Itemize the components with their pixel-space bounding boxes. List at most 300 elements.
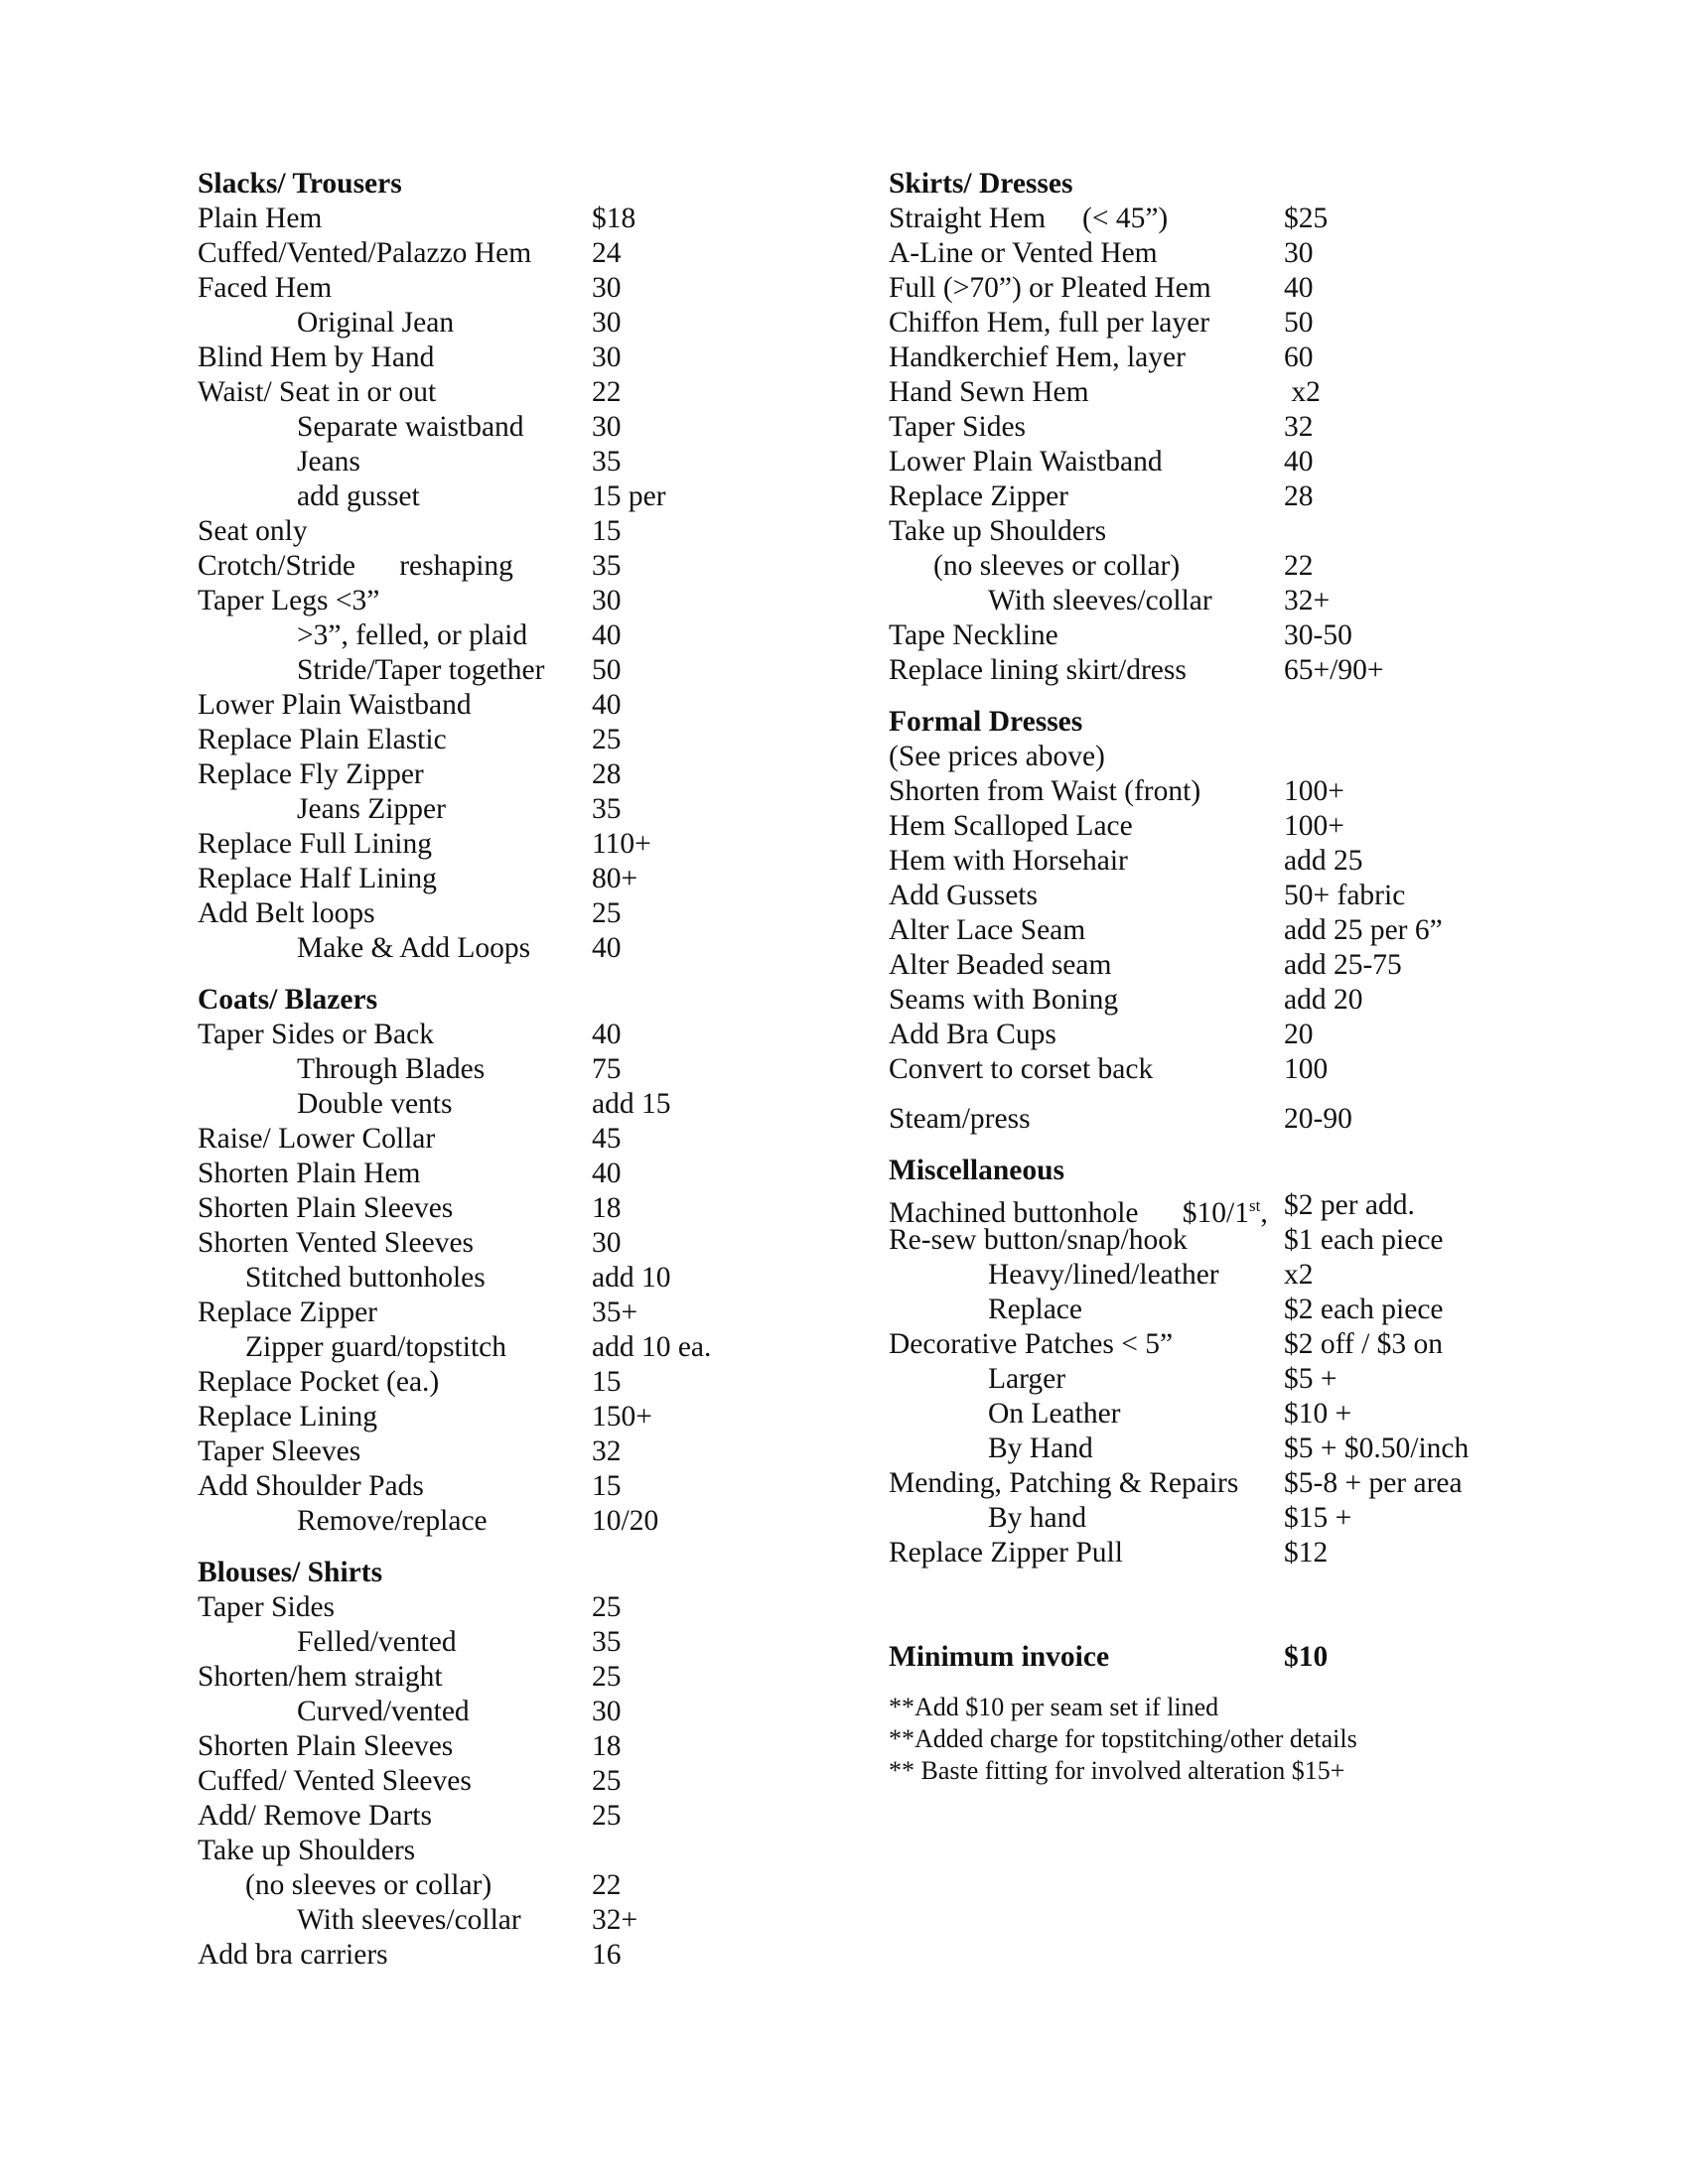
service-label-text: With sleeves/collar [297, 1904, 521, 1936]
service-label-text: (no sleeves or collar) [933, 550, 1181, 582]
service-label [198, 1695, 470, 1729]
service-price: 80+ [592, 863, 638, 894]
service-label-text: Taper Sleeves [198, 1435, 361, 1467]
service-price: 20 [1284, 1019, 1314, 1050]
price-row [889, 1362, 1357, 1397]
service-price: 25 [592, 1591, 622, 1623]
service-label [198, 1400, 377, 1434]
price-row [198, 1660, 622, 1695]
price-row [198, 271, 622, 306]
price-row [889, 1327, 1444, 1362]
price-row [889, 1102, 1357, 1137]
service-label [198, 479, 420, 514]
section-heading-miscellaneous: Miscellaneous [889, 1155, 1064, 1186]
service-label-text: Through Blades [297, 1053, 486, 1085]
service-label-text: Jeans [297, 446, 360, 478]
service-label [198, 1330, 506, 1365]
service-price: 40 [592, 1158, 622, 1189]
service-label-text: Add bra carriers [198, 1939, 388, 1971]
service-label [889, 774, 1200, 809]
service-label-text: A-Line or Vented Hem [889, 237, 1158, 269]
service-label-text: Cuffed/Vented/Palazzo Hem [198, 237, 532, 269]
service-label-text: Crotch/Stride reshaping [198, 550, 513, 582]
section-spacer [198, 966, 402, 983]
price-row [198, 445, 622, 479]
service-label [889, 514, 1106, 549]
section-heading-formal-dresses: Formal Dresses [889, 706, 1083, 738]
service-label [889, 445, 1163, 479]
service-label-text: Take up Shoulders [889, 515, 1107, 547]
service-label-text: (See prices above) [889, 741, 1105, 772]
service-label [198, 723, 447, 757]
service-price: x2 [1284, 376, 1321, 408]
price-row [198, 514, 622, 549]
service-label [198, 618, 527, 653]
service-label [889, 1432, 1093, 1466]
section-spacer [889, 1570, 1357, 1640]
service-price: 10/20 [592, 1505, 659, 1537]
service-label-text: Seams with Boning [889, 984, 1119, 1016]
price-row [889, 1293, 1444, 1327]
service-price: 40 [592, 1019, 622, 1050]
service-label-text: Shorten Plain Hem [198, 1158, 421, 1189]
section-spacer [889, 1137, 1357, 1154]
price-row [889, 445, 1357, 479]
price-row [889, 879, 1406, 913]
service-price: $10 + [1284, 1398, 1352, 1430]
service-label [889, 983, 1118, 1018]
service-price: 30-50 [1284, 619, 1352, 651]
service-label [198, 792, 446, 827]
service-label [198, 1261, 486, 1296]
service-label [198, 1191, 453, 1226]
service-price: 32 [592, 1435, 622, 1467]
price-row [889, 740, 1357, 774]
price-row [198, 1903, 638, 1938]
service-label [198, 1504, 488, 1539]
service-price: $2 off / $3 on [1284, 1328, 1444, 1360]
price-row [198, 827, 651, 862]
service-label-text: Lower Plain Waistband [198, 689, 472, 721]
service-price: 25 [592, 724, 622, 755]
price-row [889, 809, 1357, 844]
footnote: ** Baste fitting for involved alteration $15+ [889, 1756, 1345, 1785]
service-label-text: Add/ Remove Darts [198, 1800, 432, 1832]
service-price: $1 each piece [1284, 1224, 1444, 1256]
service-label-text: Cuffed/ Vented Sleeves [198, 1765, 472, 1797]
service-label-text: Replace Plain Elastic [198, 724, 447, 755]
section-heading-skirts-dresses: Skirts/ Dresses [889, 168, 1073, 200]
footnote: **Added charge for topstitching/other details [889, 1724, 1357, 1753]
service-label-text: Shorten Plain Sleeves [198, 1730, 454, 1762]
service-price: 28 [1284, 480, 1314, 512]
price-row [198, 479, 666, 514]
service-label-text: Add Shoulder Pads [198, 1470, 424, 1502]
price-row [889, 479, 1357, 514]
price-row [198, 549, 622, 584]
service-price: $12 [1284, 1537, 1329, 1569]
price-row [889, 584, 1357, 618]
service-label-text: Convert to corset back [889, 1053, 1154, 1085]
service-label-text: Replace Half Lining [198, 863, 437, 894]
price-row [889, 1188, 1415, 1229]
service-label [198, 827, 432, 862]
service-label-text: Taper Sides or Back [198, 1019, 434, 1050]
price-row [198, 1834, 416, 1868]
service-label [198, 514, 308, 549]
price-row [889, 202, 1357, 236]
service-label [198, 757, 424, 792]
section-spacer [889, 688, 1357, 705]
price-row [198, 1590, 622, 1625]
service-price: 32+ [592, 1904, 638, 1936]
service-label [198, 653, 544, 688]
price-row [889, 844, 1363, 879]
price-row [889, 306, 1357, 341]
service-label-text: Double vents [297, 1088, 453, 1120]
price-row [198, 1330, 712, 1365]
service-label [198, 1087, 453, 1122]
price-row [889, 1052, 1357, 1087]
price-row [198, 896, 622, 931]
service-label-text: Taper Sides [889, 411, 1027, 443]
service-label-text: Waist/ Seat in or out [198, 376, 437, 408]
service-price: 60 [1284, 341, 1314, 373]
price-row [198, 1695, 622, 1729]
service-price: add 15 [592, 1088, 671, 1120]
price-row [889, 1432, 1470, 1466]
service-price: 35 [592, 793, 622, 825]
footnotes [889, 1692, 1357, 1787]
service-label [889, 1293, 1082, 1327]
service-label-text: By hand [988, 1502, 1087, 1534]
service-label-text: Take up Shoulders [198, 1835, 416, 1866]
service-label-text: Shorten/hem straight [198, 1661, 443, 1693]
service-label-text: Alter Lace Seam [889, 914, 1086, 946]
service-price: add 25-75 [1284, 949, 1402, 981]
service-price: 15 [592, 515, 622, 547]
minimum-invoice-label: Minimum invoice [889, 1641, 1110, 1673]
section-spacer [889, 1087, 1357, 1102]
service-label [889, 375, 1089, 410]
service-label-text: Alter Beaded seam [889, 949, 1112, 981]
price-row [889, 410, 1357, 445]
price-row [198, 931, 622, 966]
service-label [889, 653, 1187, 688]
price-row [198, 584, 622, 618]
service-label-text: With sleeves/collar [988, 585, 1212, 616]
price-row [198, 1799, 622, 1834]
service-label-text: Shorten from Waist (front) [889, 775, 1201, 807]
service-price: $2 each piece [1284, 1294, 1444, 1325]
price-row [198, 618, 622, 653]
price-row [198, 723, 622, 757]
service-price: 100+ [1284, 775, 1344, 807]
service-label [198, 1434, 360, 1469]
service-price: 16 [592, 1939, 622, 1971]
service-label [889, 1397, 1121, 1432]
price-row [198, 1938, 622, 1973]
footnote: **Add $10 per seam set if lined [889, 1693, 1219, 1721]
service-price: $18 [592, 203, 636, 234]
service-price: 50+ fabric [1284, 880, 1406, 911]
service-price: 30 [592, 341, 622, 373]
service-price: 35 [592, 1626, 622, 1658]
service-label-text: Heavy/lined/leather [988, 1259, 1219, 1291]
service-label-text: On Leather [988, 1398, 1121, 1430]
service-price: 110+ [592, 828, 651, 860]
service-label [889, 341, 1186, 375]
service-label-text: Re-sew button/snap/hook [889, 1224, 1188, 1256]
service-label-text: Felled/vented [297, 1626, 457, 1658]
service-label-text: Replace Lining [198, 1401, 378, 1433]
service-price: 15 per [592, 480, 666, 512]
section-heading-blouses-shirts: Blouses/ Shirts [198, 1557, 383, 1588]
service-label [889, 1223, 1188, 1258]
service-label [198, 1938, 388, 1973]
service-label [889, 1258, 1219, 1293]
price-row [889, 1466, 1463, 1501]
service-label [889, 202, 1168, 236]
service-label [889, 1362, 1065, 1397]
service-label [198, 1018, 434, 1052]
price-row [198, 1226, 622, 1261]
price-row [198, 1365, 622, 1400]
price-row [889, 271, 1357, 306]
service-label [198, 1660, 443, 1695]
price-row [198, 236, 622, 271]
service-price: $25 [1284, 203, 1329, 234]
service-label-text: Handkerchief Hem, layer [889, 341, 1186, 373]
service-label [889, 1327, 1173, 1362]
service-label-text: (no sleeves or collar) [245, 1869, 492, 1901]
price-row [198, 1261, 671, 1296]
service-label-text: Plain Hem [198, 203, 323, 234]
service-label-text: Add Bra Cups [889, 1019, 1056, 1050]
service-label-text: Zipper guard/topstitch [245, 1331, 506, 1363]
service-price: 30 [592, 307, 622, 339]
service-label [889, 236, 1158, 271]
service-label [889, 1466, 1238, 1501]
service-label [889, 1536, 1123, 1570]
section-spacer [889, 1675, 1357, 1692]
service-label [889, 410, 1026, 445]
service-label [198, 1590, 335, 1625]
service-price: 32+ [1284, 585, 1331, 616]
service-label [198, 1799, 432, 1834]
service-label-text: >3”, felled, or plaid [297, 619, 528, 651]
service-label-text: Replace Zipper Pull [889, 1537, 1123, 1569]
price-row [198, 1296, 638, 1330]
service-price: add 25 per 6” [1284, 914, 1443, 946]
price-row [198, 375, 622, 410]
service-label [198, 931, 530, 966]
service-price: add 25 [1284, 845, 1363, 877]
price-row [889, 375, 1357, 410]
service-label [198, 1157, 421, 1191]
service-label [889, 1052, 1153, 1087]
service-price: 18 [592, 1192, 622, 1224]
service-label-text: Decorative Patches < 5” [889, 1328, 1174, 1360]
label-punctuation: , [1260, 1196, 1268, 1229]
service-price: 22 [592, 1869, 622, 1901]
service-label-text: Larger [988, 1363, 1066, 1395]
price-row [889, 983, 1363, 1018]
section-heading-slacks-trousers: Slacks/ Trousers [198, 168, 402, 200]
service-price: 25 [592, 1765, 622, 1797]
service-price: 18 [592, 1730, 622, 1762]
service-price: 100+ [1284, 810, 1344, 842]
service-label [889, 1018, 1056, 1052]
service-label [198, 896, 375, 931]
service-label-text: Stitched buttonholes [245, 1262, 486, 1294]
service-label-text: Add Belt loops [198, 897, 375, 929]
service-label [198, 236, 531, 271]
service-price: 25 [592, 1800, 622, 1832]
service-price: 50 [592, 654, 622, 686]
service-price: 30 [592, 411, 622, 443]
price-row [889, 236, 1357, 271]
service-label-text: Shorten Plain Sleeves [198, 1192, 454, 1224]
service-label-text: Machined buttonhole $10/1 [889, 1196, 1249, 1229]
service-label-text: Raise/ Lower Collar [198, 1123, 436, 1155]
service-price: 24 [592, 237, 622, 269]
service-label-text: Hand Sewn Hem [889, 376, 1089, 408]
service-label [198, 549, 513, 584]
service-label [889, 618, 1058, 653]
price-row [198, 1052, 622, 1087]
service-price: 30 [592, 272, 622, 304]
price-row [198, 1400, 652, 1434]
service-label [198, 1625, 457, 1660]
service-price: 32 [1284, 411, 1314, 443]
left-column [198, 167, 712, 1973]
minimum-invoice-row [889, 1640, 1357, 1675]
price-row [889, 948, 1402, 983]
service-price: 30 [592, 1227, 622, 1259]
price-row [198, 792, 622, 827]
service-label-text: Full (>70”) or Pleated Hem [889, 272, 1211, 304]
service-label [198, 1868, 492, 1903]
service-label-text: Add Gussets [889, 880, 1038, 911]
price-row [889, 1223, 1444, 1258]
service-label [198, 688, 472, 723]
service-price: 150+ [592, 1401, 652, 1433]
service-label [198, 584, 379, 618]
price-row [198, 1868, 622, 1903]
price-row [198, 653, 622, 688]
service-price: x2 [1284, 1259, 1314, 1291]
price-row [889, 1501, 1357, 1536]
service-label-text: Replace Full Lining [198, 828, 432, 860]
service-label [198, 1764, 472, 1799]
section-heading-coats-blazers: Coats/ Blazers [198, 984, 378, 1016]
service-label [198, 1903, 521, 1938]
service-label [889, 306, 1209, 341]
service-label-text: Make & Add Loops [297, 932, 531, 964]
price-row [198, 1764, 622, 1799]
price-row [198, 1434, 622, 1469]
service-price: 50 [1284, 307, 1314, 339]
service-price: 35 [592, 446, 622, 478]
service-label-text: Shorten Vented Sleeves [198, 1227, 475, 1259]
price-row [889, 653, 1384, 688]
service-label-text: Original Jean [297, 307, 455, 339]
service-label [198, 202, 322, 236]
service-price: add 10 [592, 1262, 671, 1294]
service-price: $5 + $0.50/inch [1284, 1433, 1470, 1464]
price-row [198, 410, 622, 445]
price-row [889, 1018, 1357, 1052]
service-price: 20-90 [1284, 1103, 1352, 1135]
price-row [198, 306, 622, 341]
minimum-invoice-value: $10 [1284, 1641, 1329, 1673]
price-row [198, 1191, 622, 1226]
service-label [889, 948, 1111, 983]
service-label [198, 445, 360, 479]
price-row [889, 618, 1357, 653]
service-price: 15 [592, 1366, 622, 1398]
service-label [889, 879, 1038, 913]
service-price: add 10 ea. [592, 1331, 712, 1363]
service-label-text: Lower Plain Waistband [889, 446, 1163, 478]
price-row [198, 1504, 659, 1539]
service-price: 22 [592, 376, 622, 408]
price-row [889, 1258, 1357, 1293]
price-row [889, 1536, 1357, 1570]
service-label [198, 410, 524, 445]
service-label-text: Remove/replace [297, 1505, 488, 1537]
service-price: 40 [1284, 446, 1314, 478]
price-row [889, 913, 1443, 948]
service-price: 30 [592, 585, 622, 616]
service-price: 40 [592, 932, 622, 964]
service-price: 40 [592, 619, 622, 651]
price-row [198, 1625, 622, 1660]
service-label [889, 844, 1128, 879]
service-label [889, 584, 1212, 618]
price-row [198, 341, 622, 375]
service-label-text: Replace Zipper [198, 1297, 378, 1328]
service-label [198, 1052, 485, 1087]
price-row [198, 1087, 671, 1122]
service-label [889, 809, 1133, 844]
price-row [889, 341, 1357, 375]
price-row [198, 757, 622, 792]
service-label-text: add gusset [297, 480, 420, 512]
service-label-text: Mending, Patching & Repairs [889, 1467, 1239, 1499]
service-label [889, 1102, 1031, 1137]
service-label-text: By Hand [988, 1433, 1093, 1464]
service-price: 30 [592, 1696, 622, 1727]
service-price: $2 per add. [1284, 1189, 1415, 1221]
section-spacer [198, 1539, 402, 1556]
service-price: 22 [1284, 550, 1314, 582]
service-label-text: Hem Scalloped Lace [889, 810, 1133, 842]
service-label [198, 1226, 474, 1261]
price-row [198, 862, 638, 896]
service-label-text: Faced Hem [198, 272, 333, 304]
price-row [198, 202, 636, 236]
service-price: 25 [592, 1661, 622, 1693]
price-row [198, 1469, 622, 1504]
service-label-text: Chiffon Hem, full per layer [889, 307, 1210, 339]
service-price: 65+/90+ [1284, 654, 1384, 686]
price-row [889, 774, 1357, 809]
service-price: 40 [592, 689, 622, 721]
service-label-text: Steam/press [889, 1103, 1031, 1135]
service-price: $5 + [1284, 1363, 1337, 1395]
